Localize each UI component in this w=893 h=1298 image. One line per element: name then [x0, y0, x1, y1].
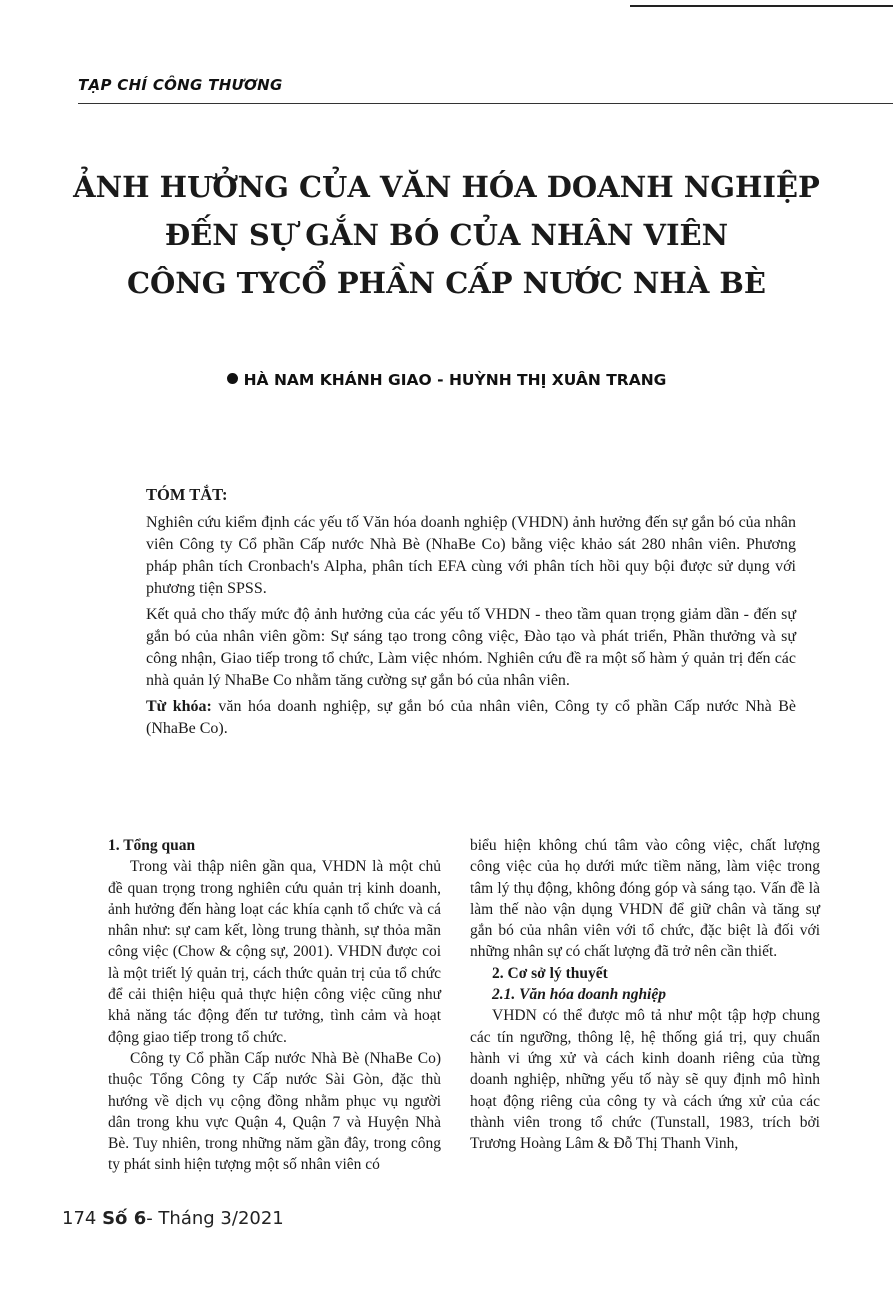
- body-paragraph: Trong vài thập niên gần qua, VHDN là một chủ đề quan trọng trong nghiên cứu quản trị kinh doanh, ảnh hưởng đến hàng loạt các khía cạnh tổ chức và cá nhân như: sự cam kết, lòng trung thành, sự thỏa mãn công việc (Chow & cộng sự, 2001). VHDN được coi là một triết lý quản trị, cách thức quản trị của tổ chức để cải thiện hiệu quả thực hiện công việc cũng như khả năng tác động đến tư tưởng, tình cảm và hoạt động giao tiếp trong tổ chức.: [108, 858, 441, 1046]
- journal-name: TẠP CHÍ CÔNG THƯƠNG: [78, 76, 283, 94]
- author-line: [0, 371, 893, 389]
- subsection-heading: 2.1. Văn hóa doanh nghiệp: [492, 986, 666, 1004]
- abstract: [146, 484, 796, 744]
- issue-date: - Tháng 3/2021: [146, 1208, 284, 1229]
- body-paragraph: biểu hiện không chú tâm vào công việc, chất lượng công việc của họ dưới mức tiềm năng, làm việc trong tâm lý thụ động, không đóng góp và sáng tạo. Vấn đề là làm thế nào vận dụng VHDN để giữ chân và tăng sự gắn bó của nhân viên với tổ chức, đặc biệt là đối với những nhân sự có chất lượng đã trở nên cần thiết.: [470, 837, 820, 961]
- abstract-paragraph: Nghiên cứu kiểm định các yếu tố Văn hóa doanh nghiệp (VHDN) ảnh hưởng đến sự gắn bó của nhân viên Công ty Cổ phần Cấp nước Nhà Bè (NhaBe Co) bằng việc khảo sát 280 nhân viên. Phương pháp phân tích Cronbach's Alpha, phân tích EFA cùng với phân tích hồi quy bội được sử dụng với phương tiện SPSS.: [146, 514, 796, 597]
- keywords: [146, 696, 796, 740]
- bullet-icon: [227, 373, 238, 384]
- top-rule: [630, 5, 893, 7]
- title-line: ĐẾN SỰ GẮN BÓ CỦA NHÂN VIÊN: [164, 218, 729, 252]
- body-paragraph: VHDN có thể được mô tả như một tập hợp chung các tín ngưỡng, thông lệ, hệ thống giá trị, quy chuẩn hành vi ứng xử và cách kinh doanh riêng của từng doanh nghiệp, những yếu tố này sẽ quy định mô hình hoạt động riêng của công ty và cách ứng xử của các thành viên trong tổ chức (Tunstall, 1983, trích bởi Trương Hoàng Lâm & Đỗ Thị Thanh Vinh,: [470, 1007, 820, 1153]
- page-footer: [62, 1208, 284, 1229]
- body-paragraph: Công ty Cổ phần Cấp nước Nhà Bè (NhaBe Co) thuộc Tổng Công ty Cấp nước Sài Gòn, đặc thù hướng về dịch vụ cộng đồng nhằm phục vụ người dân trong khu vực Quận 4, Quận 7 và Huyện Nhà Bè. Tuy nhiên, trong những năm gần đây, trong công ty phát sinh hiện tượng một số nhân viên có: [108, 1049, 441, 1174]
- title-line: ẢNH HƯỞNG CỦA VĂN HÓA DOANH NGHIỆP: [73, 170, 820, 204]
- issue-number: Số 6: [102, 1208, 147, 1229]
- page-number: 174: [62, 1208, 97, 1229]
- section-heading: 2. Cơ sở lý thuyết: [492, 964, 608, 982]
- keywords-text: văn hóa doanh nghiệp, sự gắn bó của nhân viên, Công ty cổ phần Cấp nước Nhà Bè (NhaBe Co).: [146, 698, 796, 737]
- abstract-paragraph: Kết quả cho thấy mức độ ảnh hưởng của các yếu tố VHDN - theo tầm quan trọng giảm dần - đến sự gắn bó của nhân viên gồm: Sự sáng tạo trong công việc, Đào tạo và phát triển, Phần thưởng và sự công nhận, Giao tiếp trong tổ chức, Làm việc nhóm. Nghiên cứu đề ra một số hàm ý quản trị đến các nhà quản lý NhaBe Co nhằm tăng cường sự gắn bó của nhân viên.: [146, 606, 796, 689]
- keywords-label: Từ khóa:: [146, 698, 212, 715]
- right-column: [470, 835, 820, 1154]
- header-rule: [78, 103, 893, 104]
- authors: HÀ NAM KHÁNH GIAO - HUỲNH THỊ XUÂN TRANG: [243, 371, 667, 389]
- section-heading: 1. Tổng quan: [108, 837, 196, 854]
- article-title: [60, 163, 833, 307]
- left-column: [108, 835, 441, 1176]
- abstract-heading: TÓM TẮT:: [146, 485, 228, 504]
- title-line: CÔNG TYCỔ PHẦN CẤP NƯỚC NHÀ BÈ: [126, 266, 767, 300]
